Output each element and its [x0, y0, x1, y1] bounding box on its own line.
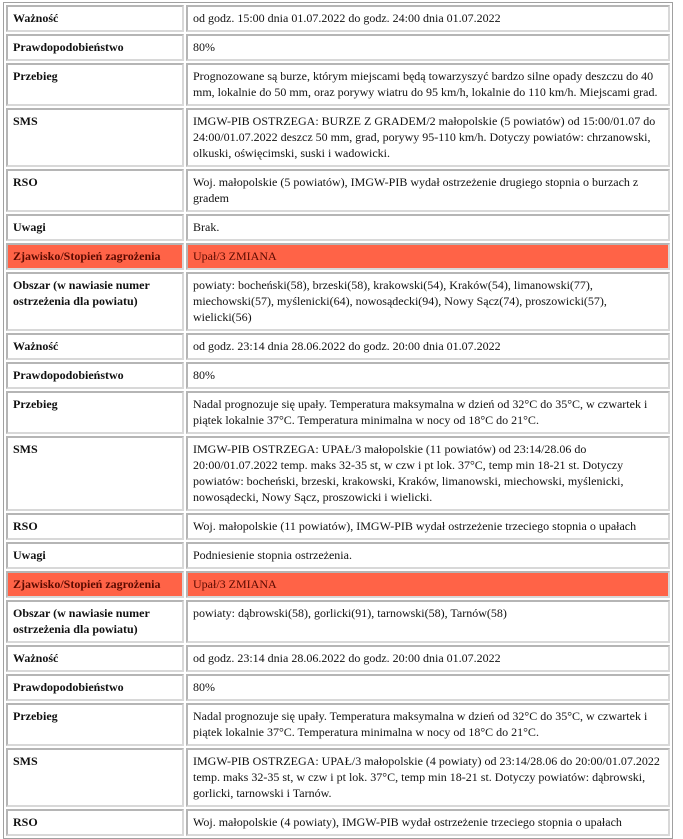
row-value: IMGW-PIB OSTRZEGA: UPAŁ/3 małopolskie (4 powiaty) od 23:14/28.06 do 20:00/01.07.2022 temp. maks 32-35 st, w czw i pt lok. 37°C, temp min 18-21 st. Dotyczy powiatów: dąbrowski, gorlicki, tarnowski i Tarnów.	[186, 748, 670, 807]
row-value: Upał/3 ZMIANA	[186, 243, 670, 270]
row-value: Prognozowane są burze, którym miejscami będą towarzyszyć bardzo silne opady deszczu do 40 mm, lokalnie do 50 mm, oraz porywy wiatru do 95 km/h, lokalnie do 110 km/h. Miejscami grad.	[186, 63, 670, 106]
row-label: RSO	[6, 809, 184, 836]
warning-table	[3, 2, 673, 839]
row-value: od godz. 23:14 dnia 28.06.2022 do godz. 20:00 dnia 01.07.2022	[186, 333, 670, 360]
row-value: 80%	[186, 362, 670, 389]
row-label: Uwagi	[6, 542, 184, 569]
row-value: powiaty: bocheński(58), brzeski(58), krakowski(54), Kraków(54), limanowski(77), miechowski(57), myślenicki(64), nowosądecki(94), Nowy Sącz(74), proszowicki(57), wielicki(56)	[186, 272, 670, 331]
row-value: Woj. małopolskie (4 powiaty), IMGW-PIB wydał ostrzeżenie trzeciego stopnia o upałach	[186, 809, 670, 836]
row-probability	[6, 362, 670, 389]
row-value: Nadal prognozuje się upały. Temperatura maksymalna w dzień od 32°C do 35°C, w czwartek i piątek lokalnie 37°C. Temperatura minimalna w nocy od 18°C do 21°C.	[186, 391, 670, 434]
row-label: Obszar (w nawiasie numer ostrzeżenia dla powiatu)	[6, 272, 184, 331]
row-label: Ważność	[6, 645, 184, 672]
row-label: SMS	[6, 748, 184, 807]
row-sms	[6, 748, 670, 807]
row-sms	[6, 436, 670, 511]
row-probability	[6, 34, 670, 61]
row-phenomenon-highlight	[6, 243, 670, 270]
row-validity	[6, 645, 670, 672]
row-value: Woj. małopolskie (5 powiatów), IMGW-PIB wydał ostrzeżenie drugiego stopnia o burzach z gradem	[186, 169, 670, 212]
row-value: IMGW-PIB OSTRZEGA: UPAŁ/3 małopolskie (11 powiatów) od 23:14/28.06 do 20:00/01.07.2022 temp. maks 32-35 st, w czw i pt lok. 37°C, temp min 18-21 st. Dotyczy powiatów: bocheński, brzeski, krakowski, Kraków, limanowski, miechowski, myślenicki, nowosądecki, Nowy Sącz, proszowicki i wielicki.	[186, 436, 670, 511]
row-area	[6, 272, 670, 331]
row-value: 80%	[186, 34, 670, 61]
row-rso	[6, 809, 670, 836]
row-label: Zjawisko/Stopień zagrożenia	[6, 243, 184, 270]
row-value: od godz. 23:14 dnia 28.06.2022 do godz. 20:00 dnia 01.07.2022	[186, 645, 670, 672]
row-area	[6, 600, 670, 643]
row-value: IMGW-PIB OSTRZEGA: BURZE Z GRADEM/2 małopolskie (5 powiatów) od 15:00/01.07 do 24:00/01.07.2022 deszcz 50 mm, grad, porywy 95-110 km/h. Dotyczy powiatów: chrzanowski, olkuski, oświęcimski, suski i wadowicki.	[186, 108, 670, 167]
row-label: Przebieg	[6, 63, 184, 106]
row-validity	[6, 333, 670, 360]
row-validity	[6, 5, 670, 32]
row-label: RSO	[6, 169, 184, 212]
row-value: 80%	[186, 674, 670, 701]
row-value: Brak.	[186, 214, 670, 241]
row-label: Ważność	[6, 333, 184, 360]
row-value: od godz. 15:00 dnia 01.07.2022 do godz. 24:00 dnia 01.07.2022	[186, 5, 670, 32]
row-label: SMS	[6, 436, 184, 511]
row-rso	[6, 169, 670, 212]
row-label: SMS	[6, 108, 184, 167]
row-probability	[6, 674, 670, 701]
row-course	[6, 703, 670, 746]
row-course	[6, 391, 670, 434]
row-label: Prawdopodobieństwo	[6, 674, 184, 701]
row-label: Prawdopodobieństwo	[6, 34, 184, 61]
row-label: Przebieg	[6, 703, 184, 746]
row-remarks	[6, 542, 670, 569]
row-phenomenon-highlight	[6, 571, 670, 598]
row-value: Nadal prognozuje się upały. Temperatura maksymalna w dzień od 32°C do 35°C, w czwartek i piątek lokalnie 37°C. Temperatura minimalna w nocy od 18°C do 21°C.	[186, 703, 670, 746]
row-remarks	[6, 214, 670, 241]
row-value: Woj. małopolskie (11 powiatów), IMGW-PIB wydał ostrzeżenie trzeciego stopnia o upałach	[186, 513, 670, 540]
row-value: Podniesienie stopnia ostrzeżenia.	[186, 542, 670, 569]
row-value: Upał/3 ZMIANA	[186, 571, 670, 598]
row-value: powiaty: dąbrowski(58), gorlicki(91), tarnowski(58), Tarnów(58)	[186, 600, 670, 643]
row-sms	[6, 108, 670, 167]
row-label: Uwagi	[6, 214, 184, 241]
row-label: Ważność	[6, 5, 184, 32]
row-rso	[6, 513, 670, 540]
row-label: Obszar (w nawiasie numer ostrzeżenia dla powiatu)	[6, 600, 184, 643]
row-label: RSO	[6, 513, 184, 540]
row-label: Zjawisko/Stopień zagrożenia	[6, 571, 184, 598]
row-label: Przebieg	[6, 391, 184, 434]
row-course	[6, 63, 670, 106]
row-label: Prawdopodobieństwo	[6, 362, 184, 389]
